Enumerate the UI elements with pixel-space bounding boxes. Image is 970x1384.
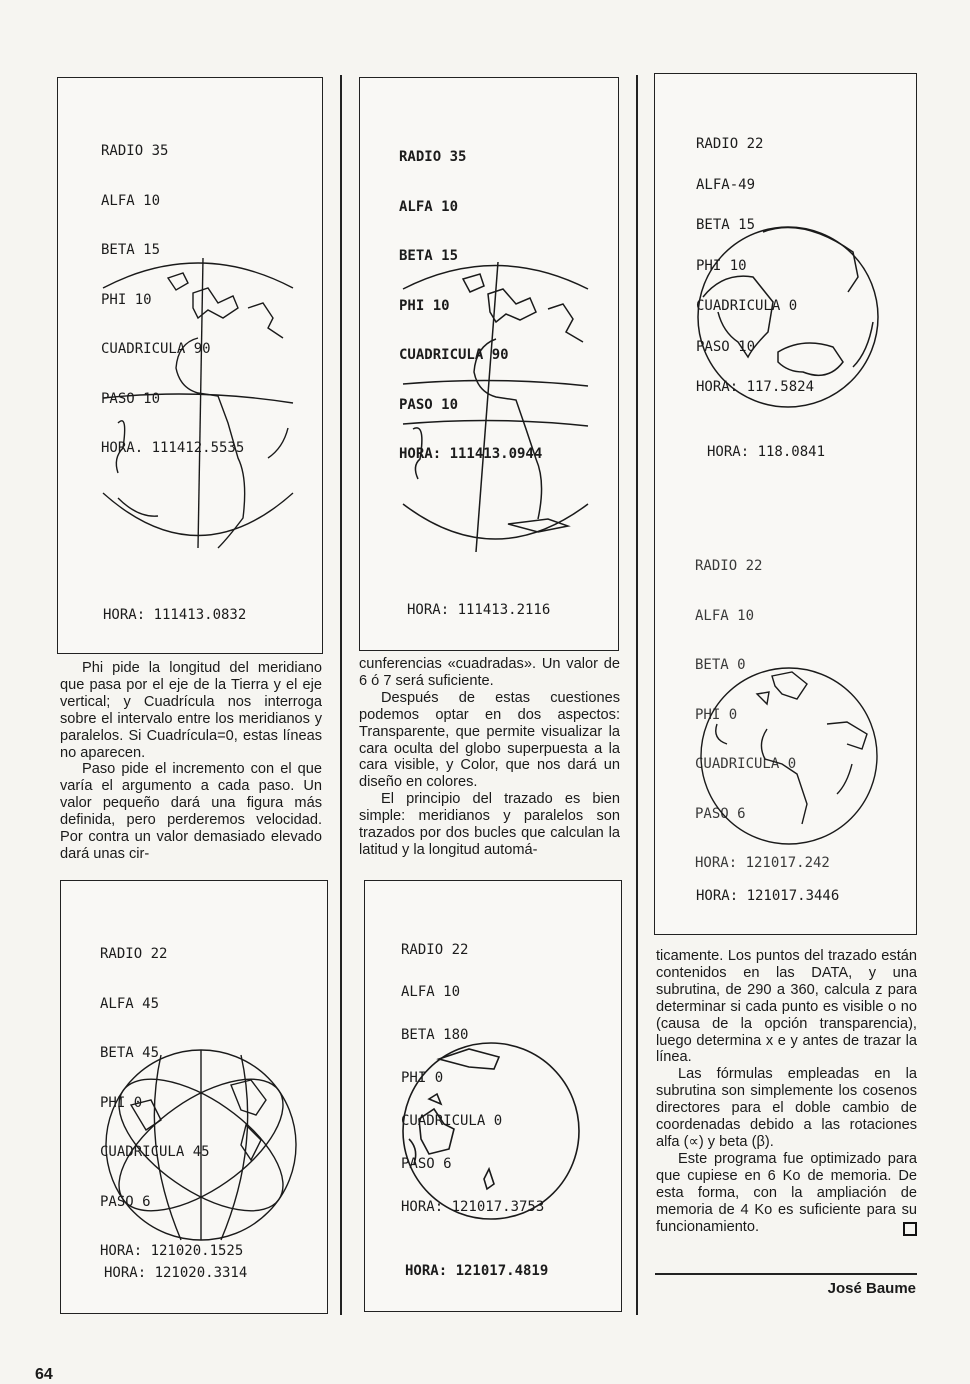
column-rule-2 <box>636 75 638 1315</box>
param-line: PHI 0 <box>401 1070 444 1087</box>
globe-drawing-3 <box>693 222 883 412</box>
screen-panel-2 <box>359 77 619 651</box>
column-1-text <box>60 660 322 863</box>
param-line: CUADRICULA 90 <box>101 341 211 357</box>
param-line: BETA 15 <box>101 242 161 258</box>
screen-panel-5 <box>60 880 328 1314</box>
param-line: ALFA 10 <box>399 198 459 215</box>
page-number: 64 <box>35 1366 53 1383</box>
paragraph: cunferencias «cuadradas». Un valor de 6 ó 7 será suficiente. <box>359 656 620 689</box>
column-3-text <box>656 948 917 1236</box>
panel-4-hora: HORA: 121017.3446 <box>696 888 840 904</box>
param-line: RADIO 35 <box>101 143 169 159</box>
column-rule-1 <box>340 75 342 1315</box>
param-line: PASO 6 <box>695 805 746 822</box>
param-line: CUADRICULA 0 <box>695 756 797 772</box>
column-2-text <box>359 656 620 859</box>
param-line: HORA. 111412.5535 <box>101 440 245 456</box>
screen-panel-6 <box>364 880 622 1312</box>
param-line: CUADRICULA 0 <box>696 298 798 314</box>
paragraph: Las fórmulas empleadas en la subrutina son simplemente los cosenos directores para el doble cambio de coordenadas debido a las rotaciones alfa (∝) y beta (β). <box>656 1066 917 1150</box>
param-line: PHI 10 <box>696 257 747 274</box>
globe-drawing-6 <box>399 1039 584 1224</box>
param-line: PASO 6 <box>100 1193 151 1210</box>
panel-6-hora: HORA: 121017.4819 <box>405 1263 549 1279</box>
screen-panel-3 <box>654 73 917 935</box>
param-line: CUADRICULA 0 <box>401 1113 503 1130</box>
param-line: ALFA-49 <box>696 176 756 193</box>
paragraph: ticamente. Los puntos del trazado están contenidos en las DATA, y una subrutina, de 290 a 360, calcula z para determinar si cada punto es visible o no (causa de la opción transparencia), luego determina x e y antes de trazar la línea. <box>656 948 917 1066</box>
param-line: BETA 15 <box>696 217 756 233</box>
param-line: BETA 0 <box>695 657 746 673</box>
param-line: RADIO 22 <box>100 946 168 962</box>
param-line: CUADRICULA 90 <box>399 347 509 363</box>
param-line: PASO 10 <box>399 396 459 413</box>
paragraph <box>656 1151 917 1236</box>
panel-3-hora: HORA: 118.0841 <box>707 444 826 460</box>
param-line: HORA: 121020.1525 <box>100 1243 244 1259</box>
panel-1-hora: HORA: 111413.0832 <box>103 607 247 623</box>
param-line: PASO 10 <box>101 390 161 407</box>
param-line: PHI 0 <box>100 1094 143 1111</box>
end-mark-icon <box>903 1222 917 1236</box>
paragraph-text: Este programa fue optimizado para que cupiese en 6 Ko de memoria. De esta forma, con la ampliación de memoria de 4 Ko es suficiente para su funcionamiento. <box>656 1150 917 1235</box>
panel-5-hora: HORA: 121020.3314 <box>104 1265 248 1281</box>
globe-drawing-2 <box>398 254 593 554</box>
param-line: ALFA 45 <box>100 995 160 1012</box>
param-line: PHI 10 <box>101 291 152 308</box>
param-line: HORA: 117.5824 <box>696 379 815 395</box>
param-line: BETA 180 <box>401 1027 469 1044</box>
param-line: ALFA 10 <box>101 192 161 209</box>
author-name: José Baume <box>827 1280 916 1297</box>
param-line: ALFA 10 <box>401 984 461 1001</box>
screen-panel-1 <box>57 77 323 654</box>
paragraph: El principio del trazado es bien simple: meridianos y paralelos son trazados por dos bucles que calculan la latitud y la longitud automá- <box>359 791 620 858</box>
param-line: PASO 6 <box>401 1156 452 1173</box>
paragraph: Phi pide la longitud del meridiano que pasa por el eje de la Tierra y el eje vertical; y Cuadrícula nos interroga sobre el intervalo entre los meridianos y paralelos. Si Cuadrícula=0, estas líneas no aparecen. <box>60 660 322 761</box>
param-line: PHI 10 <box>399 297 450 314</box>
author-rule <box>655 1273 917 1275</box>
paragraph: Paso pide el incremento con el que varía el argumento a cada paso. Un valor pequeño dará una figura más definida, pero perderemos velocidad. Por contra un valor demasiado elevado dará unas cir- <box>60 761 322 862</box>
param-line: RADIO 22 <box>401 941 469 958</box>
param-line: BETA 15 <box>399 248 459 264</box>
globe-drawing-1 <box>98 248 298 558</box>
param-line: PASO 10 <box>696 338 756 355</box>
param-line: CUADRICULA 45 <box>100 1144 210 1160</box>
panel-2-hora: HORA: 111413.2116 <box>407 602 551 618</box>
param-line: BETA 45 <box>100 1045 160 1061</box>
param-line: PHI 0 <box>695 706 738 723</box>
param-line: HORA: 121017.242 <box>695 855 830 871</box>
param-line: HORA: 111413.0944 <box>399 446 543 462</box>
param-line: RADIO 22 <box>696 136 764 152</box>
paragraph: Después de estas cuestiones podemos optar en dos aspectos: Transparente, que permite visualizar la cara oculta del globo superpuesta a la cara visible, y Color, que nos dará un diseño en colores. <box>359 689 620 791</box>
globe-drawing-5 <box>101 1045 301 1245</box>
param-line: HORA: 121017.3753 <box>401 1198 545 1215</box>
param-line: RADIO 35 <box>399 149 467 165</box>
globe-drawing-4 <box>697 664 882 849</box>
param-line: RADIO 22 <box>695 558 763 574</box>
param-line: ALFA 10 <box>695 607 755 624</box>
